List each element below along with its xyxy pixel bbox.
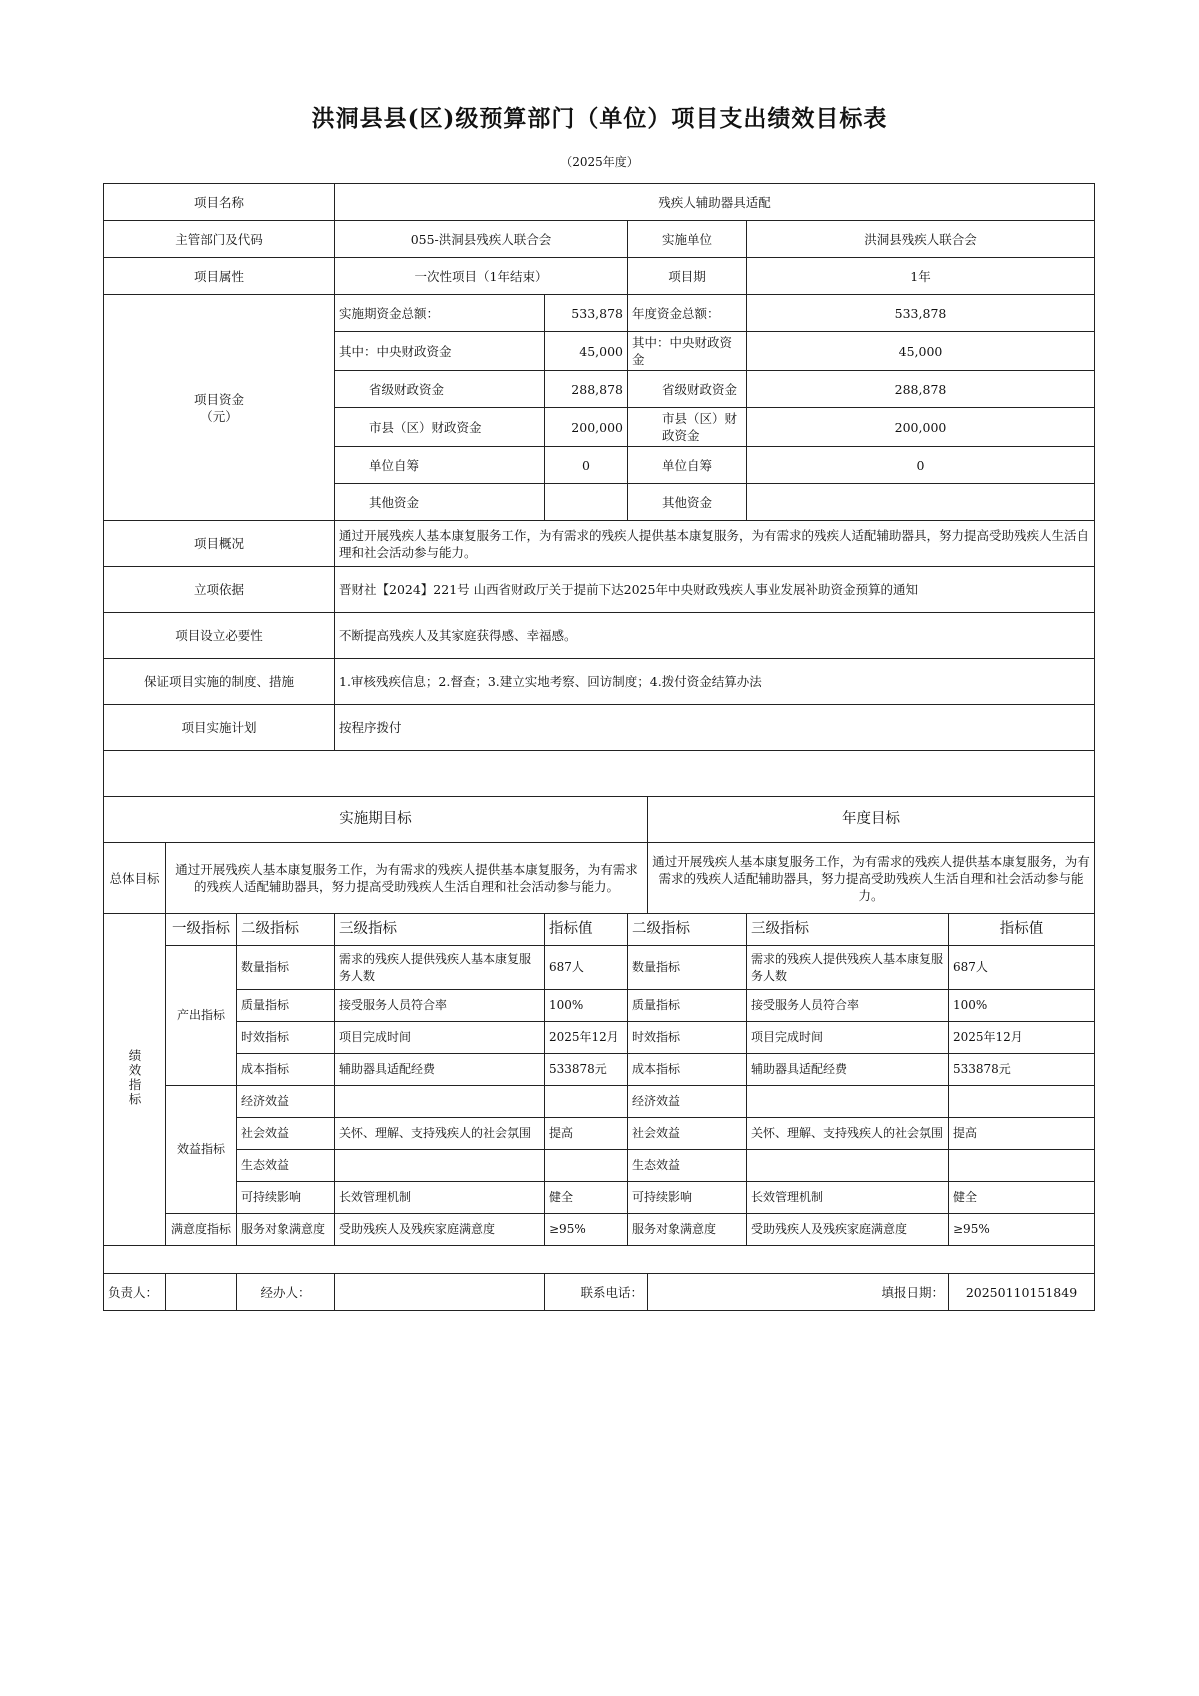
annual-level2-cell: 时效指标 <box>628 1022 747 1054</box>
overall-target-label: 总体目标 <box>104 843 166 914</box>
annual-level2-cell: 成本指标 <box>628 1054 747 1086</box>
measures-label: 保证项目实施的制度、措施 <box>104 659 335 705</box>
indicator-row <box>104 1118 1095 1150</box>
header-annual-level2: 二级指标 <box>628 914 747 946</box>
level2-cell: 经济效益 <box>237 1086 335 1118</box>
fund-value: 45,000 <box>545 332 628 371</box>
annual-level2-cell: 生态效益 <box>628 1150 747 1182</box>
indicator-row <box>104 1150 1095 1182</box>
annual-value-cell: 100% <box>949 990 1095 1022</box>
annual-value-cell <box>949 1150 1095 1182</box>
impl-unit-value: 洪洞县残疾人联合会 <box>747 221 1095 258</box>
plan-label: 项目实施计划 <box>104 705 335 751</box>
row-indicator-headers <box>104 914 1095 946</box>
fund-label: 省级财政资金 <box>335 371 545 408</box>
row-target-headers <box>104 797 1095 843</box>
fund-label: 单位自筹 <box>335 447 545 484</box>
annual-level2-cell: 社会效益 <box>628 1118 747 1150</box>
level3-cell: 项目完成时间 <box>335 1022 545 1054</box>
annual-level2-cell: 数量指标 <box>628 946 747 990</box>
impl-period-target-label: 实施期目标 <box>104 797 648 843</box>
annual-level2-cell: 质量指标 <box>628 990 747 1022</box>
row-footer <box>104 1274 1095 1311</box>
project-name-label: 项目名称 <box>104 184 335 221</box>
level3-cell <box>335 1086 545 1118</box>
annual-value-cell <box>949 1086 1095 1118</box>
annual-overall-target: 通过开展残疾人基本康复服务工作，为有需求的残疾人提供基本康复服务，为有需求的残疾人适配辅助器具，努力提高受助残疾人生活自理和社会活动参与能力。 <box>648 843 1095 914</box>
level3-cell: 长效管理机制 <box>335 1182 545 1214</box>
handler-label: 经办人： <box>237 1274 335 1311</box>
funds-label-cell <box>104 295 335 521</box>
date-value: 20250110151849 <box>949 1274 1095 1311</box>
annual-value-cell: 533878元 <box>949 1054 1095 1086</box>
fund-year-label: 省级财政资金 <box>628 371 747 408</box>
level2-cell: 社会效益 <box>237 1118 335 1150</box>
annual-value-cell: 提高 <box>949 1118 1095 1150</box>
row-blank-2 <box>104 1246 1095 1274</box>
annual-level3-cell <box>747 1150 949 1182</box>
fund-label: 实施期资金总额： <box>335 295 545 332</box>
level2-cell: 数量指标 <box>237 946 335 990</box>
level2-cell: 服务对象满意度 <box>237 1214 335 1246</box>
annual-level3-cell <box>747 1086 949 1118</box>
annual-target-label: 年度目标 <box>648 797 1095 843</box>
attr-label: 项目属性 <box>104 258 335 295</box>
fund-value: 288,878 <box>545 371 628 408</box>
fund-year-label: 市县（区）财政资金 <box>628 408 747 447</box>
level3-cell: 受助残疾人及残疾家庭满意度 <box>335 1214 545 1246</box>
level2-cell: 成本指标 <box>237 1054 335 1086</box>
annual-level3-cell: 接受服务人员符合率 <box>747 990 949 1022</box>
blank-cell <box>104 1246 1095 1274</box>
funds-unit: （元） <box>200 408 238 424</box>
impl-unit-label: 实施单位 <box>628 221 747 258</box>
indicator-row <box>104 1214 1095 1246</box>
plan-text: 按程序拨付 <box>335 705 1095 751</box>
level2-cell: 质量指标 <box>237 990 335 1022</box>
value-cell: ≥95% <box>545 1214 628 1246</box>
fund-year-value: 45,000 <box>747 332 1095 371</box>
row-measures <box>104 659 1095 705</box>
level2-cell: 时效指标 <box>237 1022 335 1054</box>
annual-value-cell: ≥95% <box>949 1214 1095 1246</box>
date-label: 填报日期： <box>648 1274 949 1311</box>
annual-level2-cell: 服务对象满意度 <box>628 1214 747 1246</box>
indicator-row <box>104 1054 1095 1086</box>
header-value: 指标值 <box>545 914 628 946</box>
level3-cell: 关怀、理解、支持残疾人的社会氛围 <box>335 1118 545 1150</box>
fund-year-value <box>747 484 1095 521</box>
fund-value: 533,878 <box>545 295 628 332</box>
value-cell: 提高 <box>545 1118 628 1150</box>
overview-text: 通过开展残疾人基本康复服务工作，为有需求的残疾人提供基本康复服务，为有需求的残疾人适配辅助器具，努力提高受助残疾人生活自理和社会活动参与能力。 <box>335 521 1095 567</box>
annual-value-cell: 2025年12月 <box>949 1022 1095 1054</box>
owner-label: 负责人： <box>104 1274 166 1311</box>
project-name-value: 残疾人辅助器具适配 <box>335 184 1095 221</box>
value-cell: 100% <box>545 990 628 1022</box>
fund-year-label: 其他资金 <box>628 484 747 521</box>
dept-value: 055-洪洞县残疾人联合会 <box>335 221 628 258</box>
level3-cell: 辅助器具适配经费 <box>335 1054 545 1086</box>
row-attr <box>104 258 1095 295</box>
annual-level3-cell: 长效管理机制 <box>747 1182 949 1214</box>
fund-label: 其他资金 <box>335 484 545 521</box>
performance-target-table <box>103 183 1095 1311</box>
annual-level3-cell: 关怀、理解、支持残疾人的社会氛围 <box>747 1118 949 1150</box>
header-annual-level3: 三级指标 <box>747 914 949 946</box>
level3-cell <box>335 1150 545 1182</box>
annual-level3-cell: 受助残疾人及残疾家庭满意度 <box>747 1214 949 1246</box>
measures-text: 1.审核残疾信息；2.督查；3.建立实地考察、回访制度；4.拨付资金结算办法 <box>335 659 1095 705</box>
fund-label: 市县（区）财政资金 <box>335 408 545 447</box>
output-indicator-label: 产出指标 <box>166 946 237 1086</box>
annual-value-cell: 健全 <box>949 1182 1095 1214</box>
header-level2: 二级指标 <box>237 914 335 946</box>
annual-level3-cell: 项目完成时间 <box>747 1022 949 1054</box>
header-level3: 三级指标 <box>335 914 545 946</box>
indicator-row <box>104 990 1095 1022</box>
satisfaction-indicator-label: 满意度指标 <box>166 1214 237 1246</box>
necessity-text: 不断提高残疾人及其家庭获得感、幸福感。 <box>335 613 1095 659</box>
impl-overall-target: 通过开展残疾人基本康复服务工作，为有需求的残疾人提供基本康复服务，为有需求的残疾人适配辅助器具，努力提高受助残疾人生活自理和社会活动参与能力。 <box>166 843 648 914</box>
fund-year-label: 单位自筹 <box>628 447 747 484</box>
blank-cell <box>104 751 1095 797</box>
page-title: 洪洞县县(区)级预算部门（单位）项目支出绩效目标表 <box>311 105 888 132</box>
owner-value <box>166 1274 237 1311</box>
indicator-row <box>104 1182 1095 1214</box>
fund-year-label: 其中：中央财政资金 <box>628 332 747 371</box>
header-level1: 一级指标 <box>166 914 237 946</box>
attr-value: 一次性项目（1年结束） <box>335 258 628 295</box>
necessity-label: 项目设立必要性 <box>104 613 335 659</box>
benefit-indicator-label: 效益指标 <box>166 1086 237 1214</box>
annual-value-cell: 687人 <box>949 946 1095 990</box>
indicator-row <box>104 1086 1095 1118</box>
fund-value: 0 <box>545 447 628 484</box>
indicators-section-label: 绩效指标 <box>104 914 166 1246</box>
annual-level2-cell: 经济效益 <box>628 1086 747 1118</box>
row-necessity <box>104 613 1095 659</box>
fund-year-value: 0 <box>747 447 1095 484</box>
annual-level3-cell: 需求的残疾人提供残疾人基本康复服务人数 <box>747 946 949 990</box>
value-cell: 健全 <box>545 1182 628 1214</box>
fund-year-value: 533,878 <box>747 295 1095 332</box>
overview-label: 项目概况 <box>104 521 335 567</box>
value-cell <box>545 1086 628 1118</box>
indicator-row <box>104 946 1095 990</box>
fund-year-value: 200,000 <box>747 408 1095 447</box>
level2-cell: 可持续影响 <box>237 1182 335 1214</box>
period-label: 项目期 <box>628 258 747 295</box>
value-cell: 687人 <box>545 946 628 990</box>
indicator-row <box>104 1022 1095 1054</box>
basis-label: 立项依据 <box>104 567 335 613</box>
fund-year-label: 年度资金总额： <box>628 295 747 332</box>
fund-label: 其中：中央财政资金 <box>335 332 545 371</box>
year-label: （2025年度） <box>560 155 639 169</box>
value-cell: 2025年12月 <box>545 1022 628 1054</box>
row-plan <box>104 705 1095 751</box>
handler-value <box>335 1274 545 1311</box>
row-basis <box>104 567 1095 613</box>
level2-cell: 生态效益 <box>237 1150 335 1182</box>
basis-text: 晋财社【2024】221号 山西省财政厅关于提前下达2025年中央财政残疾人事业发展补助资金预算的通知 <box>335 567 1095 613</box>
row-blank <box>104 751 1095 797</box>
funds-label: 项目资金 <box>193 391 244 407</box>
value-cell: 533878元 <box>545 1054 628 1086</box>
annual-level2-cell: 可持续影响 <box>628 1182 747 1214</box>
level3-cell: 需求的残疾人提供残疾人基本康复服务人数 <box>335 946 545 990</box>
value-cell <box>545 1150 628 1182</box>
funds-row <box>104 295 1095 332</box>
row-overall-target <box>104 843 1095 914</box>
row-dept <box>104 221 1095 258</box>
fund-value <box>545 484 628 521</box>
fund-value: 200,000 <box>545 408 628 447</box>
phone-label: 联系电话： <box>545 1274 648 1311</box>
header-annual-value: 指标值 <box>949 914 1095 946</box>
annual-level3-cell: 辅助器具适配经费 <box>747 1054 949 1086</box>
fund-year-value: 288,878 <box>747 371 1095 408</box>
level3-cell: 接受服务人员符合率 <box>335 990 545 1022</box>
period-value: 1年 <box>747 258 1095 295</box>
row-project-name <box>104 184 1095 221</box>
row-overview <box>104 521 1095 567</box>
dept-label: 主管部门及代码 <box>104 221 335 258</box>
